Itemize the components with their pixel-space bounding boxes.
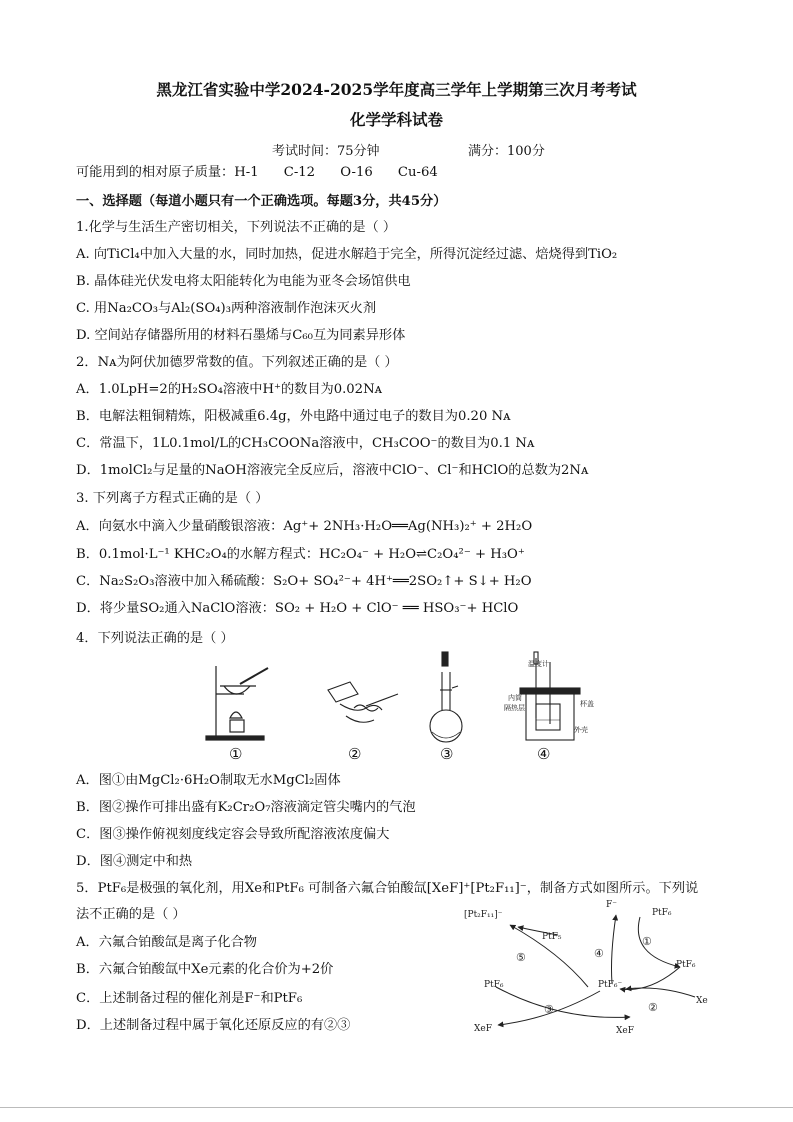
- volumetric-flask: [430, 652, 462, 742]
- node-xef-right: XeF: [616, 1026, 634, 1036]
- q5-option-a: A．六氟合铂酸氙是离子化合物: [76, 935, 257, 950]
- q2-stem: 2．Nᴀ为阿伏加德罗常数的值。下列叙述正确的是（ ）: [76, 355, 398, 370]
- evaporating-dish-setup: [206, 666, 268, 740]
- thermometer-label: 温度计: [528, 660, 549, 668]
- step-1: ①: [642, 935, 652, 948]
- q4-option-a: A．图①由MgCl₂·6H₂O制取无水MgCl₂固体: [76, 773, 341, 788]
- exam-title: 黑龙江省实验中学2024-2025学年度高三学年上学期第三次月考考试: [156, 80, 637, 99]
- exam-subtitle: 化学学科试卷: [349, 110, 443, 129]
- q5-option-d: D．上述制备过程中属于氧化还原反应的有②③: [76, 1018, 351, 1033]
- node-ptf5: PtF₅: [542, 932, 562, 942]
- exam-score: 满分：100分: [468, 144, 545, 159]
- q4-option-c: C．图③操作俯视刻度线定容会导致所配溶液浓度偏大: [76, 827, 390, 842]
- insulation-label: 隔热层: [504, 704, 525, 712]
- node-xef-left: XeF: [474, 1024, 492, 1034]
- q4-option-d: D．图④测定中和热: [76, 854, 193, 869]
- fig-label-1: ①: [229, 745, 243, 763]
- q3-stem: 3. 下列离子方程式正确的是（ ）: [76, 491, 269, 506]
- q5-stem: 5．PtF₆是极强的氧化剂，用Xe和PtF₆ 可制备六氟合铂酸氙[XeF]⁺[Pt₂F₁₁]⁻，制备方式如图所示。下列说: [76, 881, 699, 896]
- burette-hand: [328, 682, 398, 722]
- q3-option-c: C．Na₂S₂O₃溶液中加入稀硫酸：S₂O+ SO₄²⁻+ 4H⁺══2SO₂↑+ S↓+ H₂O: [76, 574, 532, 589]
- q2-option-b: B．电解法粗铜精炼，阳极减重6.4g，外电路中通过电子的数目为0.20 Nᴀ: [76, 409, 511, 424]
- q3-option-d: D．将少量SO₂通入NaClO溶液：SO₂ + H₂O + ClO⁻ ══ HSO₃⁻+ HClO: [76, 601, 519, 616]
- node-ptf6-top: PtF₆: [652, 908, 672, 918]
- q5-cycle-diagram: [440, 895, 740, 1045]
- q1-option-a: A. 向TiCl₄中加入大量的水，同时加热，促进水解趋于完全，所得沉淀经过滤、焙烧得到TiO₂: [76, 247, 618, 262]
- q4-option-b: B．图②操作可排出盛有K₂Cr₂O₇溶液滴定管尖嘴内的气泡: [76, 800, 416, 815]
- fig-label-4: ④: [537, 745, 551, 763]
- lid-label: 杯盖: [580, 700, 594, 708]
- q2-option-c: C．常温下，1L0.1mol/L的CH₃COONa溶液中，CH₃COO⁻的数目为0.1 Nᴀ: [76, 436, 535, 451]
- atomic-masses: 可能用到的相对原子质量：H-1 C-12 O-16 Cu-64: [76, 165, 438, 180]
- step-3: ③: [544, 1003, 554, 1016]
- node-ptf6-right: PtF₆: [676, 960, 696, 970]
- node-pt2f11: [Pt₂F₁₁]⁻: [464, 910, 503, 920]
- node-ptf6minus: PtF₆⁻: [598, 980, 623, 990]
- q2-option-d: D．1molCl₂与足量的NaOH溶液完全反应后，溶液中ClO⁻、Cl⁻和HClO的总数为2Nᴀ: [76, 463, 589, 478]
- q5-stem-cont: 法不正确的是（ ）: [76, 907, 186, 922]
- q1-option-d: D. 空间站存储器所用的材料石墨烯与C₆₀互为同素异形体: [76, 328, 406, 343]
- q4-apparatus-figure: [190, 648, 594, 748]
- node-xe: Xe: [696, 996, 708, 1006]
- step-2: ②: [648, 1001, 658, 1014]
- q5-option-c: C．上述制备过程的催化剂是F⁻和PtF₆: [76, 991, 303, 1006]
- q1-stem: 1.化学与生活生产密切相关，下列说法不正确的是（ ）: [76, 220, 397, 235]
- q4-stem: 4．下列说法正确的是（ ）: [76, 631, 234, 646]
- page-bottom-rule: [0, 1107, 793, 1108]
- step-4: ④: [594, 947, 604, 960]
- section-heading: 一、选择题（每道小题只有一个正确选项。每题3分，共45分）: [76, 194, 447, 209]
- outer-shell-label: 外壳: [574, 726, 588, 734]
- fig-label-3: ③: [440, 745, 454, 763]
- node-ptf6-left: PtF₆: [484, 980, 504, 990]
- node-fminus: F⁻: [606, 900, 617, 910]
- q3-option-b: B．0.1mol·L⁻¹ KHC₂O₄的水解方程式：HC₂O₄⁻ + H₂O⇌C₂O₄²⁻ + H₃O⁺: [76, 547, 525, 562]
- q3-option-a: A．向氨水中滴入少量硝酸银溶液：Ag⁺+ 2NH₃·H₂O══Ag(NH₃)₂⁺ + 2H₂O: [76, 519, 533, 534]
- q2-option-a: A．1.0LpH=2的H₂SO₄溶液中H⁺的数目为0.02Nᴀ: [76, 382, 383, 397]
- exam-time: 考试时间：75分钟: [272, 144, 380, 159]
- q1-option-b: B. 晶体硅光伏发电将太阳能转化为电能为亚冬会场馆供电: [76, 274, 411, 289]
- step-5: ⑤: [516, 951, 526, 964]
- fig-label-2: ②: [348, 745, 362, 763]
- inner-cup-label: 内筒: [508, 694, 522, 702]
- q5-option-b: B．六氟合铂酸氙中Xe元素的化合价为+2价: [76, 962, 334, 977]
- q1-option-c: C. 用Na₂CO₃与Al₂(SO₄)₃两种溶液制作泡沫灭火剂: [76, 301, 377, 316]
